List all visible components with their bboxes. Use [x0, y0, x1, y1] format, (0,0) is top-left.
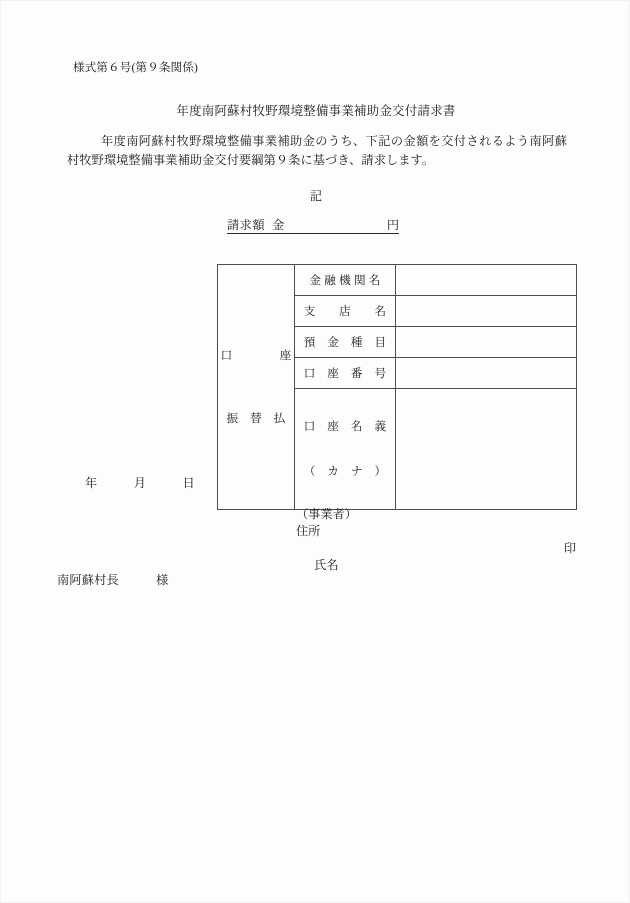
row-value-deposit-type[interactable] [396, 327, 577, 358]
account-transfer-header [218, 265, 295, 510]
claim-amount-label: 請求額 [227, 218, 266, 232]
row-value-account-holder-kana[interactable] [396, 389, 577, 510]
account-header-line1: 口 座 [220, 349, 292, 362]
claim-amount-unit: 円 [386, 218, 399, 232]
addressee: 南阿蘇村長 様 [57, 573, 169, 587]
claim-amount-currency-prefix: 金 [272, 218, 285, 232]
row-value-account-number[interactable] [396, 358, 577, 389]
row-label-branch: 支 店 名 [295, 296, 396, 327]
row-label-account-number: 口 座 番 号 [295, 358, 396, 389]
signer-name-row [296, 540, 576, 608]
account-holder-label-line2: （ カ ナ ） [303, 465, 387, 478]
account-header-line2: 振 替 払 [226, 412, 286, 425]
row-label-account-holder-kana [295, 389, 396, 510]
signer-block [296, 506, 576, 608]
row-value-financial-institution[interactable] [396, 265, 577, 296]
bank-account-table [217, 264, 577, 510]
form-number: 様式第６号(第９条関係) [73, 62, 199, 74]
account-holder-label-line1: 口 座 名 義 [303, 420, 387, 433]
row-label-deposit-type: 預 金 種 目 [295, 327, 396, 358]
signer-address-label: 住所 [296, 524, 321, 538]
row-value-branch[interactable] [396, 296, 577, 327]
date-line[interactable]: 年 月 日 [85, 476, 195, 490]
ki-mark: 記 [309, 189, 323, 203]
row-label-financial-institution: 金 融 機 関 名 [295, 265, 396, 296]
claim-amount-line [227, 216, 399, 234]
body-paragraph: 年度南阿蘇村牧野環境整備事業補助金のうち、下記の金額を交付されるよう南阿蘇村牧野環境整備事業補助金交付要綱第９条に基づき、請求します。 [67, 134, 567, 167]
signer-category: （事業者） [296, 507, 357, 521]
seal-mark: 印 [563, 541, 576, 555]
page-title: 年度南阿蘇村牧野環境整備事業補助金交付請求書 [176, 104, 456, 118]
signer-name-label: 氏名 [314, 558, 339, 572]
table-row [218, 265, 577, 296]
